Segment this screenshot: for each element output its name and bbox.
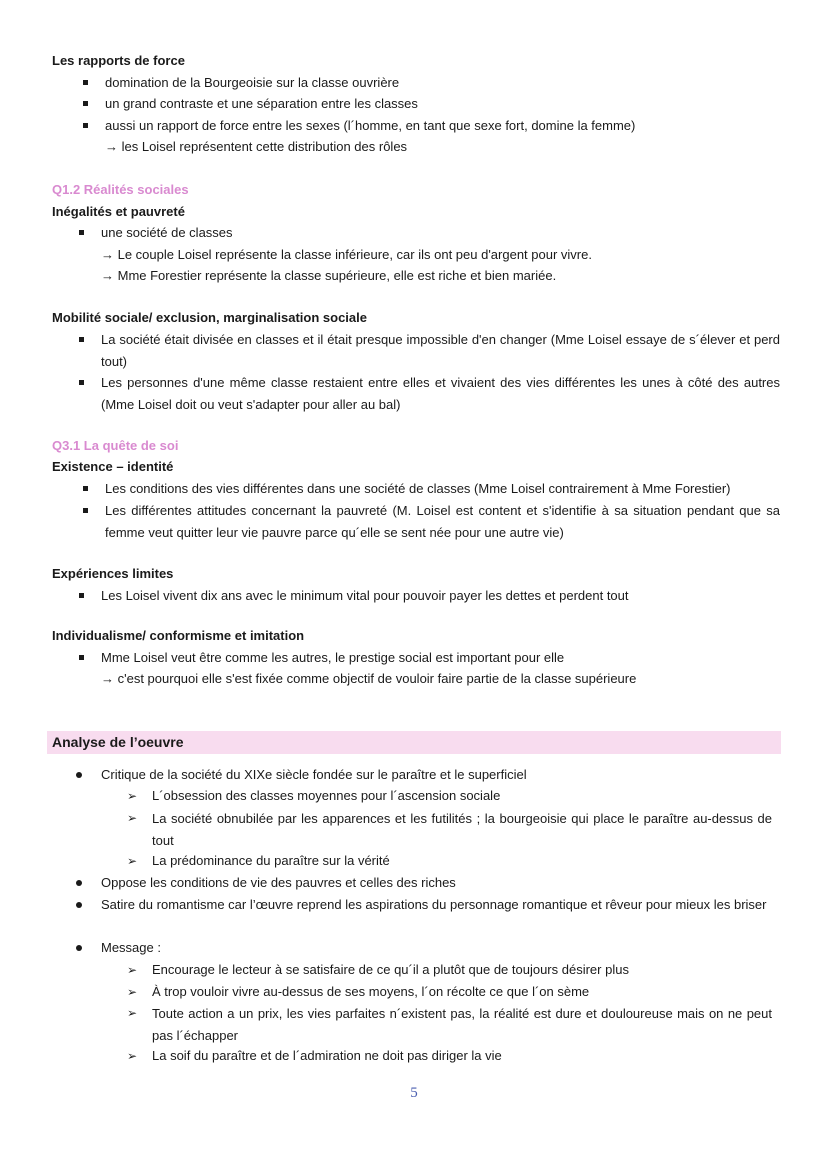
square-bullet: [79, 380, 84, 385]
arrow-note: → c'est pourquoi elle s'est fixée comme objectif de vouloir faire partie de la classe supérieure: [101, 671, 637, 686]
sub-list-item: La société obnubilée par les apparences et les futilités ; la bourgeoisie qui place le paraître au-dessus de tout: [152, 811, 772, 848]
heading-rapports-de-force: Les rapports de force: [52, 53, 185, 68]
heading-individualisme: Individualisme/ conformisme et imitation: [52, 628, 305, 643]
square-bullet: [83, 101, 88, 106]
sub-list-item: Toute action a un prix, les vies parfaites n´existent pas, la réalité est dure et douloureuse mais on ne peut pas l´échapper: [152, 1006, 772, 1043]
heading-inegalites: Inégalités et pauvreté: [52, 204, 185, 219]
list-item: La société était divisée en classes et il était presque impossible d'en changer (Mme Loisel essaye de s´élever et perd tout): [101, 332, 780, 369]
square-bullet: [79, 337, 84, 342]
square-bullet: [83, 123, 88, 128]
arrowhead-bullet-icon: ➢: [127, 985, 138, 999]
round-bullet: [76, 772, 82, 778]
arrowhead-bullet-icon: ➢: [127, 963, 138, 977]
arrowhead-bullet-icon: ➢: [127, 811, 138, 825]
heading-existence: Existence – identité: [52, 459, 174, 474]
page-number: 5: [410, 1085, 418, 1101]
list-item: aussi un rapport de force entre les sexes (l´homme, en tant que sexe fort, domine la femme): [105, 118, 636, 133]
arrowhead-bullet-icon: ➢: [127, 789, 138, 803]
arrow-note: → Le couple Loisel représente la classe inférieure, car ils ont peu d'argent pour vivre.: [101, 247, 592, 262]
arrow-note: → Mme Forestier représente la classe supérieure, elle est riche et bien mariée.: [101, 268, 557, 283]
round-bullet: [76, 902, 82, 908]
square-bullet: [83, 486, 88, 491]
arrow-note: → les Loisel représentent cette distribution des rôles: [105, 139, 408, 154]
sub-list-item: La prédominance du paraître sur la vérité: [152, 853, 390, 868]
section-heading-q12: Q1.2 Réalités sociales: [52, 182, 189, 197]
sub-list-item: À trop vouloir vivre au-dessus de ses moyens, l´on récolte ce que l´on sème: [152, 984, 590, 999]
section-heading-q31: Q3.1 La quête de soi: [52, 438, 179, 453]
sub-list-item: L´obsession des classes moyennes pour l´ascension sociale: [152, 788, 501, 803]
heading-mobilite: Mobilité sociale/ exclusion, marginalisation sociale: [52, 310, 367, 325]
list-item: une société de classes: [101, 225, 233, 240]
list-item: Les conditions des vies différentes dans une société de classes (Mme Loisel contrairement à Mme Forestier): [105, 481, 731, 496]
list-item: Critique de la société du XIXe siècle fondée sur le paraître et le superficiel: [101, 767, 527, 782]
sub-list-item: Encourage le lecteur à se satisfaire de ce qu´il a plutôt que de toujours désirer plus: [152, 962, 629, 977]
list-item: Oppose les conditions de vie des pauvres et celles des riches: [101, 875, 456, 890]
list-item: Mme Loisel veut être comme les autres, le prestige social est important pour elle: [101, 650, 565, 665]
square-bullet: [79, 655, 84, 660]
list-item: Message :: [101, 940, 161, 955]
heading-analyse: Analyse de l’oeuvre: [52, 734, 184, 750]
list-item: Les différentes attitudes concernant la pauvreté (M. Loisel est content et s'identifie à sa situation pendant que sa femme veut quitter leur vie pauvre parce qu´elle se sent née pour une autre vie): [105, 503, 780, 540]
square-bullet: [79, 593, 84, 598]
round-bullet: [76, 945, 82, 951]
round-bullet: [76, 880, 82, 886]
arrowhead-bullet-icon: ➢: [127, 1006, 138, 1020]
arrowhead-bullet-icon: ➢: [127, 1049, 138, 1063]
list-item: un grand contraste et une séparation entre les classes: [105, 96, 418, 111]
list-item: Les Loisel vivent dix ans avec le minimum vital pour pouvoir payer les dettes et perdent tout: [101, 588, 629, 603]
list-item: Satire du romantisme car l’œuvre reprend les aspirations du personnage romantique et rêveur pour mieux les briser: [101, 897, 767, 912]
list-item: domination de la Bourgeoisie sur la classe ouvrière: [105, 75, 400, 90]
square-bullet: [83, 80, 88, 85]
heading-experiences: Expériences limites: [52, 566, 174, 581]
sub-list-item: La soif du paraître et de l´admiration ne doit pas diriger la vie: [152, 1048, 502, 1063]
square-bullet: [83, 508, 88, 513]
list-item: Les personnes d'une même classe restaient entre elles et vivaient des vies différentes les unes à côté des autres (Mme Loisel doit ou veut s'adapter pour aller au bal): [101, 375, 780, 412]
arrowhead-bullet-icon: ➢: [127, 854, 138, 868]
square-bullet: [79, 230, 84, 235]
